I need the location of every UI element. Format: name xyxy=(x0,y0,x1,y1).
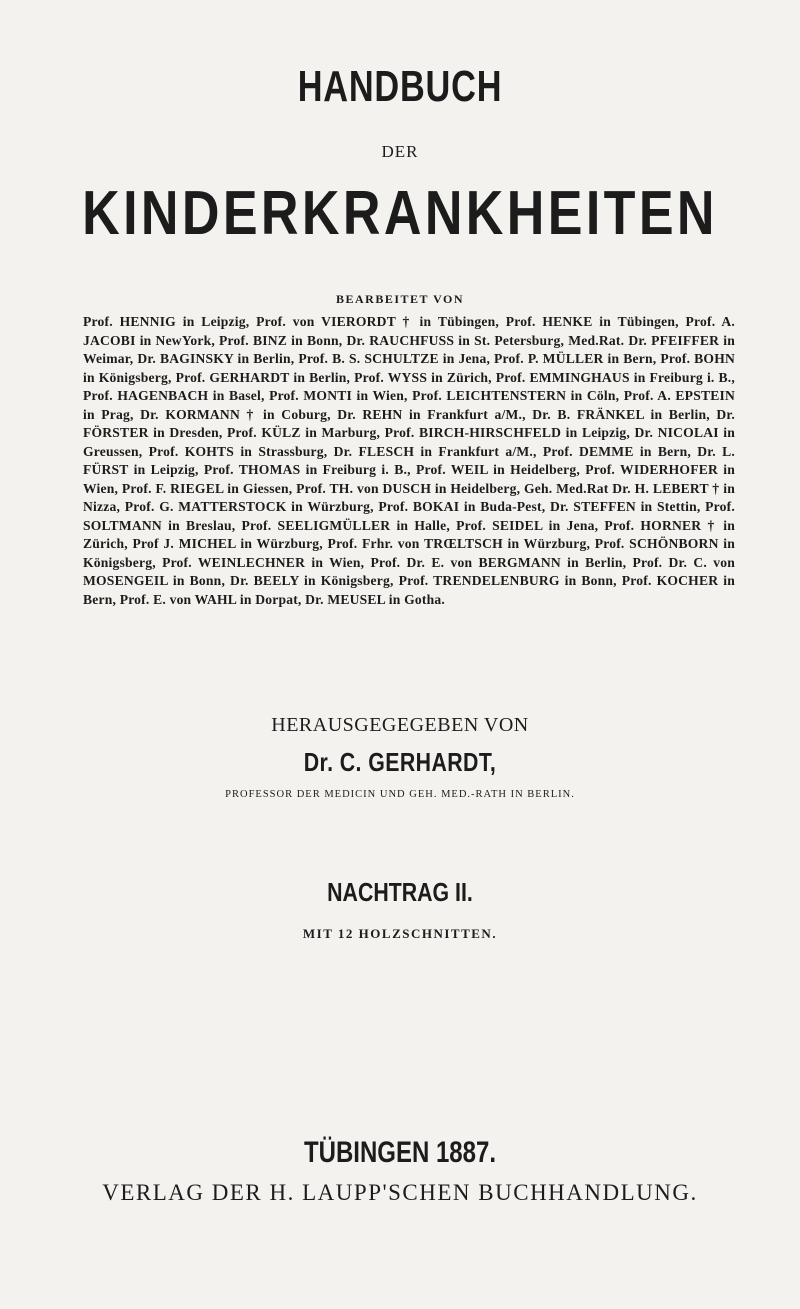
title-kinderkrankheiten: KINDERKRANKHEITEN xyxy=(82,179,718,248)
editor-heading: HERAUSGEGEGEBEN VON xyxy=(271,714,529,736)
imprint-place-year: TÜBINGEN 1887. xyxy=(303,1136,497,1169)
supplement-title: NACHTRAG II. xyxy=(327,877,473,907)
authors-list: Prof. HENNIG in Leipzig, Prof. von VIERORDT † in Tübingen, Prof. HENKE in Tübingen, Prof. A. JACOBI in NewYork, Prof. BINZ in Bonn, Dr. RAUCHFUSS in St. Petersburg, Med.Rat. Dr. PFEIFFER in Weimar, Dr. BAGINSKY in Berlin, Prof. B. S. SCHULTZE in Jena, Prof. P. MÜLLER in Bern, Prof. BOHN in Königsberg, Prof. GERHARDT in Berlin, Prof. WYSS in Zürich, Prof. EMMINGHAUS in Freiburg i. B., Prof. HAGENBACH in Basel, Prof. MONTI in Wien, Prof. LEICHTENSTERN in Cöln, Prof. A. EPSTEIN in Prag, Dr. KORMANN † in Coburg, Dr. REHN in Frankfurt a/M., Dr. B. FRÄNKEL in Berlin, Dr. FÖRSTER in Dresden, Prof. KÜLZ in Marburg, Prof. BIRCH-HIRSCHFELD in Leipzig, Dr. NICOLAI in Greussen, Prof. KOHTS in Strassburg, Dr. FLESCH in Frankfurt a/M., Prof. DEMME in Bern, Dr. L. FÜRST in Leipzig, Prof. THOMAS in Freiburg i. B., Prof. WEIL in Heidelberg, Prof. WIDERHOFER in Wien, Prof. F. RIEGEL in Giessen, Prof. TH. von DUSCH in Heidelberg, Geh. Med.Rat Dr. H. LEBERT † in Nizza, Prof. G. MATTERSTOCK in Würzburg, Prof. BOKAI in Buda-Pest, Dr. STEFFEN in Stettin, Prof. SOLTMANN in Breslau, Prof. SEELIGMÜLLER in Halle, Prof. SEIDEL in Jena, Prof. HORNER † in Zürich, Prof J. MICHEL in Würzburg, Prof. Frhr. von TRŒLTSCH in Würzburg, Prof. SCHÖNBORN in Königsberg, Prof. WEINLECHNER in Wien, Prof. Dr. E. von BERGMANN in Berlin, Prof. Dr. C. von MOSENGEIL in Bonn, Dr. BEELY in Königsberg, Prof. TRENDELENBURG in Bonn, Prof. KOCHER in Bern, Prof. E. von WAHL in Dorpat, Dr. MEUSEL in Gotha. xyxy=(83,314,735,607)
editor-role: PROFESSOR DER MEDICIN UND GEH. MED.-RATH IN BERLIN. xyxy=(225,789,575,800)
title-der: DER xyxy=(381,142,419,161)
title-handbuch: HANDBUCH xyxy=(297,62,503,111)
imprint-publisher: VERLAG DER H. LAUPP'SCHEN BUCHHANDLUNG. xyxy=(102,1180,698,1205)
bearbeitet-von: BEARBEITET VON xyxy=(335,292,465,306)
supplement-note: MIT 12 HOLZSCHNITTEN. xyxy=(302,926,498,941)
editor-name: Dr. C. GERHARDT, xyxy=(303,747,497,777)
